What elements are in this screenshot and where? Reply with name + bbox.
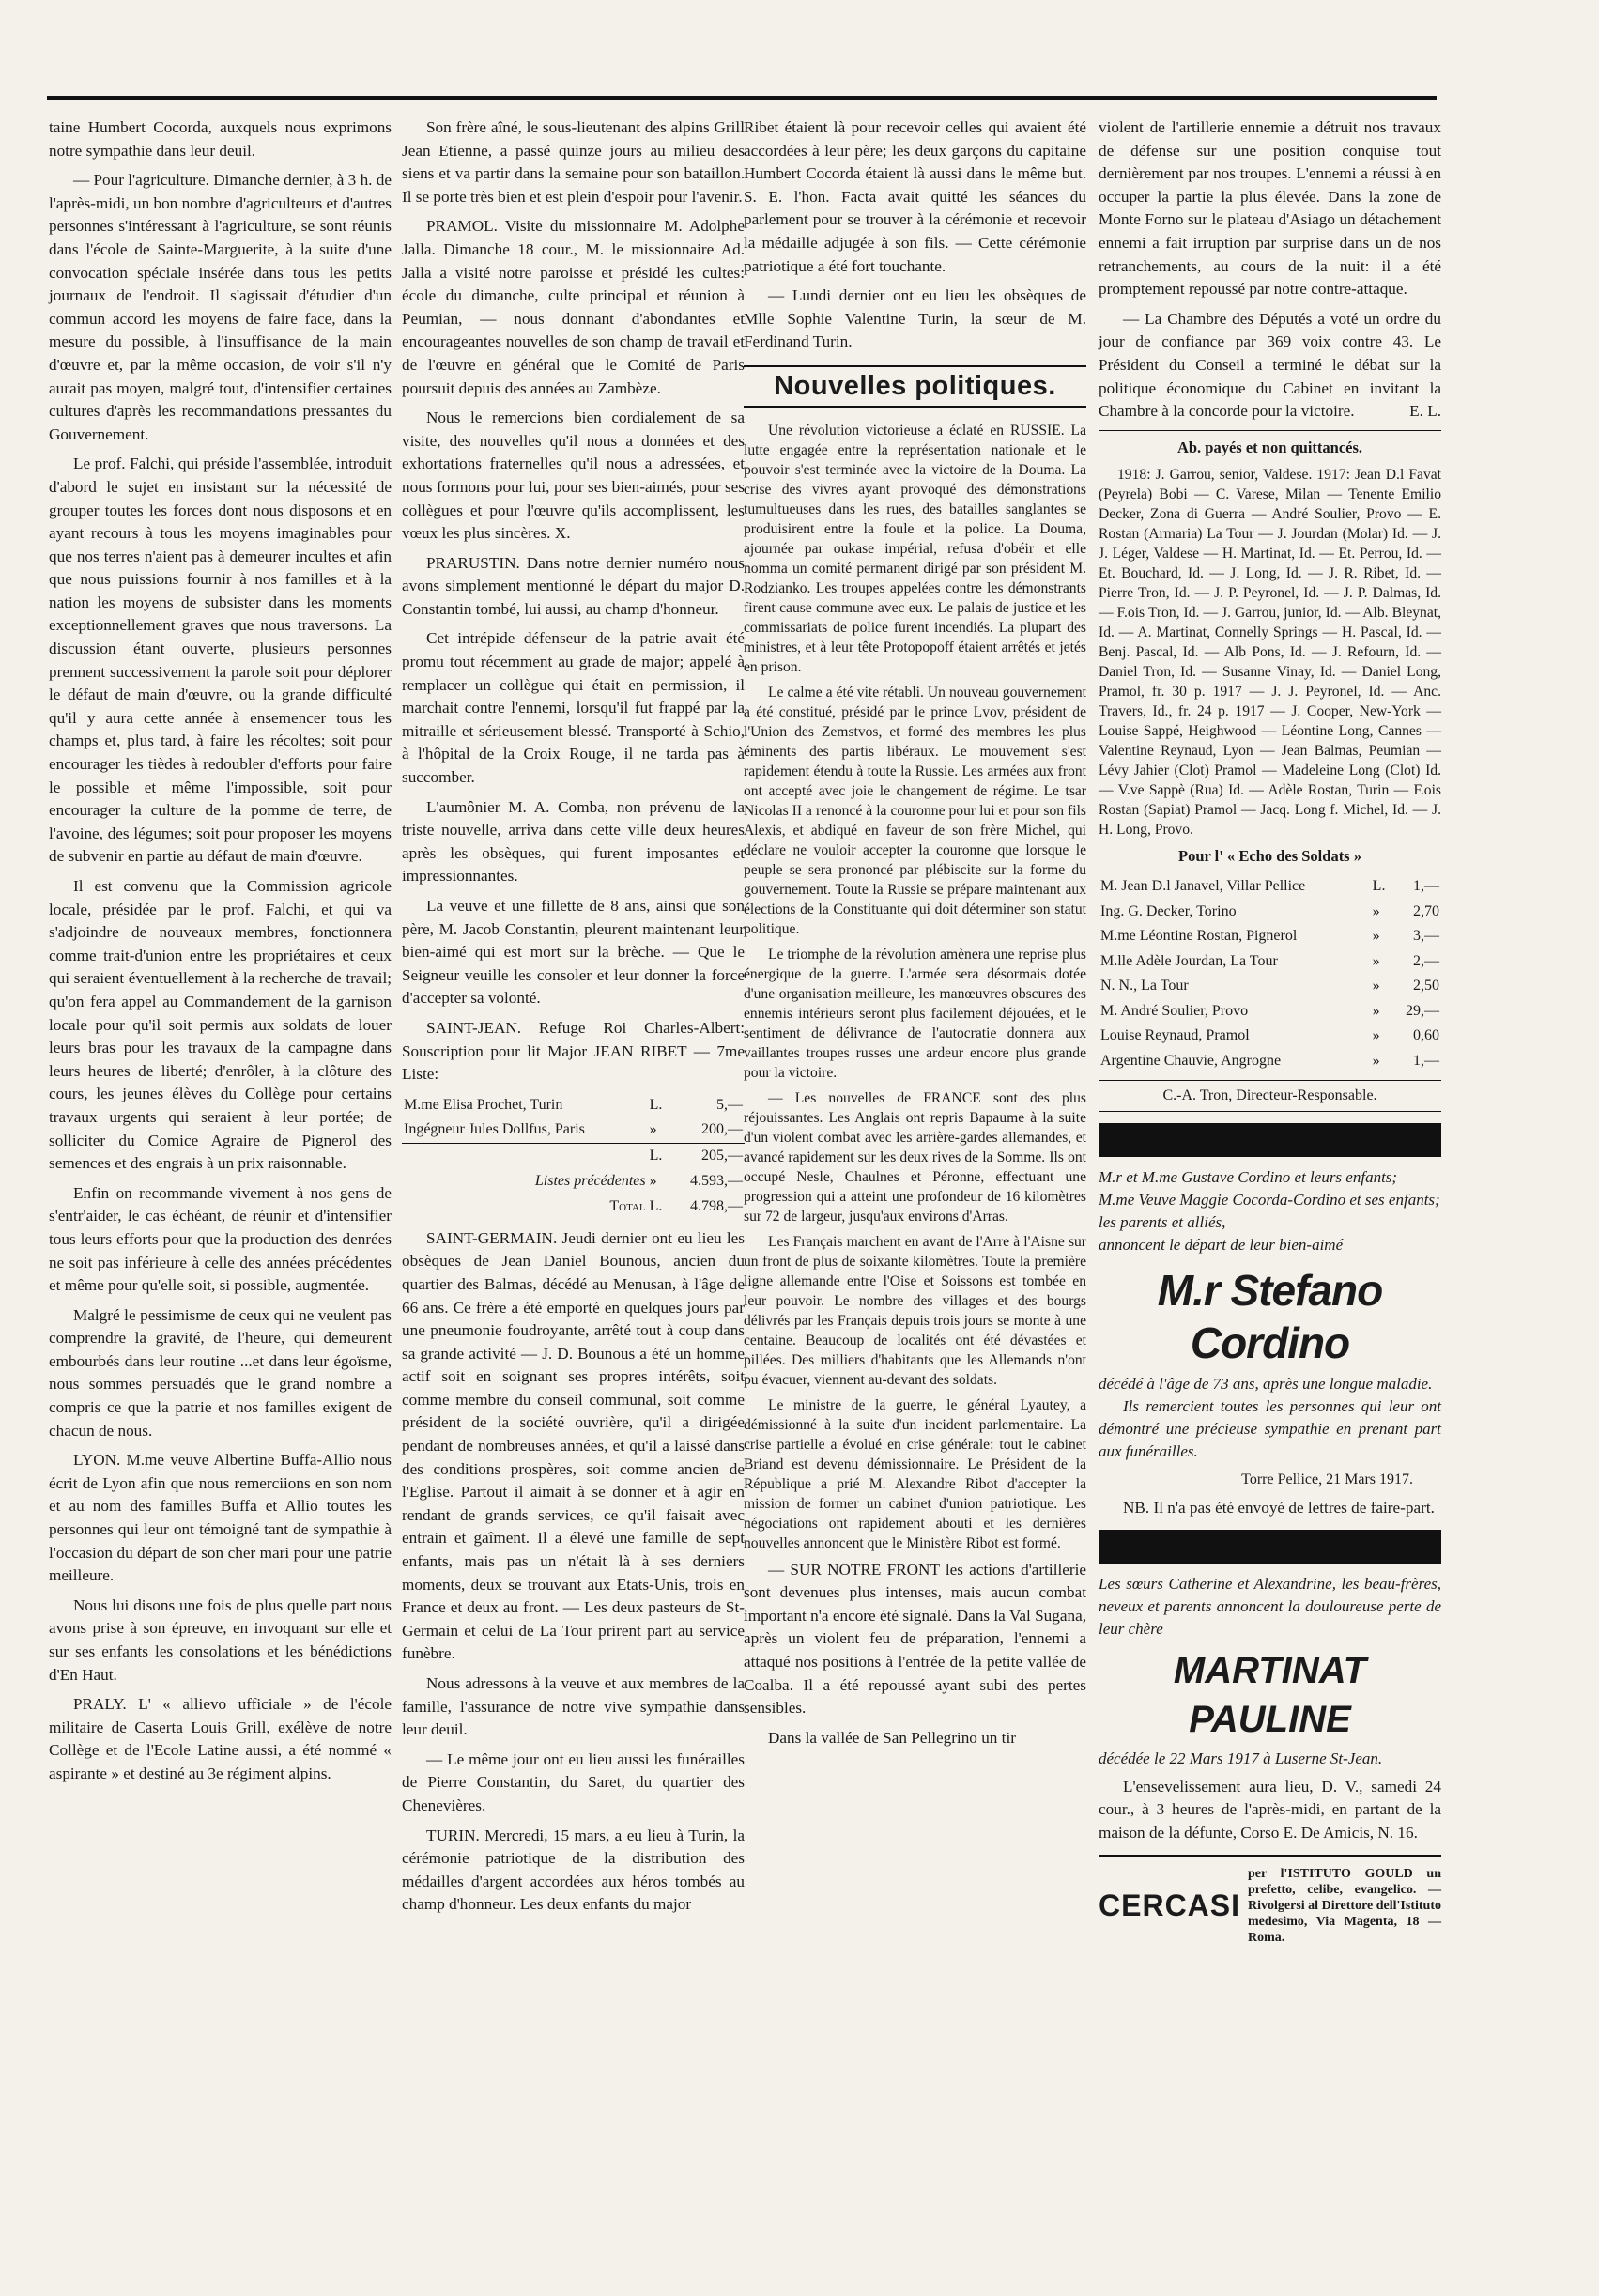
- total-label: Total: [402, 1194, 648, 1220]
- subscription-table: [402, 1093, 745, 1220]
- paragraph: Les Français marchent en avant de l'Arre à l'Aisne sur un front de plus de soixante kilomètres. Toute la première ligne allemande entre l'Oise et Soissons est tombée en leur pouvoir. Le nombre des villages et des bourgs délivrés par les Français depuis trois jours se monte à une centaine. Beaucoup de localités ont été dévastées et pillées. Des milliers d'habitants que les Allemands n'ont pu évacuer, viennent au-devant des soldats.: [744, 1233, 1086, 1388]
- column-1: [49, 116, 392, 1793]
- funeral-note: L'ensevelissement aura lieu, D. V., samedi 24 cour., à 3 heures de l'après-midi, en partant de la maison de la défunte, Corso E. De Amicis, N. 16.: [1099, 1777, 1441, 1842]
- subscriber-name: M.me Elisa Prochet, Turin: [404, 1096, 563, 1113]
- obituary-cordino: [1099, 1166, 1441, 1491]
- paragraph: La veuve et une fillette de 8 ans, ainsi que son père, M. Jacob Constantin, pleurent maintenant leur bien-aimé qui est mort sur la brèche. — Que le Seigneur veuille les consoler et leur donner la force d'accepter sa volonté.: [402, 897, 745, 1008]
- paragraph-front: — SUR NOTRE FRONT les actions d'artillerie sont devenues plus intenses, mais aucun combat important n'a encore été signalé. Dans la Val Sugana, après un violent feu de préparation, l'ennemi a attaqué nos positions à l'entrée de la petite vallée de Coalba. Il a été repoussé ayant subi des pertes sensibles.: [744, 1560, 1086, 1718]
- section-heading: Nouvelles politiques.: [744, 365, 1086, 408]
- announce-line: M.r et M.me Gustave Cordino et leurs enfants;: [1099, 1168, 1398, 1187]
- donor-name: Argentine Chauvie, Angrogne: [1100, 1053, 1282, 1070]
- paragraph: Il est convenu que la Commission agricole locale, présidée par le prof. Falchi, et qui va s'adjoindre de nouveaux membres, fonctionnera comme trait-d'union entre les propriétaires et ceux qui seraient éventuellement à la recherche de travail; qu'on fera appel au Commandement de la garnison locale pour qu'il soit permis aux soldats de louer leurs bras pour les travaux de la campagne dans leurs heures de liberté; d'enrôler, à la clôture des cours, les jeunes élèves du Collège pour certains travaux urgents qui seraient à leur portée; de solliciter du Comice Agraire de Pignerol des semences et des engrais à un prix raisonnable.: [49, 877, 392, 1173]
- paragraph: — Le même jour ont eu lieu aussi les funérailles de Pierre Constantin, du Saret, du quartier des Chenevières.: [402, 1749, 745, 1814]
- obituary-martinat: [1099, 1573, 1441, 1770]
- paragraph: Le prof. Falchi, qui préside l'assemblée, introduit d'abord le sujet en insistant sur la nécessité de grouper toutes les forces dont nous disposons et en ayant recours à tous les moyens imaginables pour que nos terres n'aient pas à demeurer incultes et afin que nous puissions fournir à nos familles et à la nation les moyens de subsister dans les moments exceptionnellement graves que nous traversons. La discussion étant ouverte, plusieurs personnes prennent successivement la parole soit pour déplorer le défaut de main d'œuvre, ou la grande difficulté qu'il y aura cette année à ensemencer tous les champs et, plus tard, à faire les récoltes; soit pour encourager les tièdes à redoubler d'efforts pour faire le possible et même l'impossible, soit pour encourager la culture de la pomme de terre, de l'avoine, des légumes; soit pour proposer les moyens de subvenir en partie au défaut de main d'œuvre.: [49, 455, 392, 866]
- table-row: [402, 1093, 745, 1118]
- announce-intro: Les sœurs Catherine et Alexandrine, les beau-frères, neveux et parents annoncent la douloureuse perte de leur chère: [1099, 1574, 1441, 1638]
- amount: 1,—: [1413, 877, 1439, 894]
- currency: »: [1372, 952, 1380, 969]
- amount: 2,50: [1413, 978, 1439, 994]
- paragraph: Cet intrépide défenseur de la patrie avait été promu tout récemment au grade de major; appelé à remplacer un collègue qui était en permission, il marchait contre l'ennemi, lorsqu'il fut frappé par la mitraille et sérieusement blessé. Transporté à Schio, à l'hôpital de la Croix Rouge, il ne tarda pas à succomber.: [402, 629, 745, 787]
- paragraph-agriculture: — Pour l'agriculture. Dimanche dernier, à 3 h. de l'après-midi, un bon nombre d'agriculteurs et d'autres personnes s'intéressant à l'agriculture, se sont réunis dans l'école de Sainte-Marguerite, à la suite d'une convocation spéciale insérée dans tous les petits journaux de l'endroit. Il s'agissait d'étudier d'un commun accord les moyens de faire face, dans la mesure du possible, à l'insuffisance de la main d'œuvre et, par la même occasion, de voir s'il n'y aurait pas moyen, malgré tout, d'intensifier certaines cultures d'après les recommandations pressantes du Gouvernement.: [49, 171, 392, 443]
- paragraph: violent de l'artillerie ennemie a détruit nos travaux de défense sur une position conquise tout dernièrement par nos troupes. L'ennemi a réussi à en occuper la partie la plus élevée. Dans la zone de Monte Forno sur le plateau d'Asiago un détachement ennemi a fait irruption par surprise dans un de nos retranchements, au cours de la nuit: il a été promptement repoussé par notre contre-attaque.: [1099, 118, 1441, 299]
- announce-line: décédé à l'âge de 73 ans, après une longue maladie.: [1099, 1375, 1433, 1394]
- donor-name: M.lle Adèle Jourdan, La Tour: [1100, 952, 1278, 969]
- currency: »: [1372, 1053, 1380, 1070]
- donor-name: M. Jean D.l Janavel, Villar Pellice: [1100, 877, 1306, 894]
- announce-thanks: Ils remercient toutes les personnes qui leur ont démontré une précieuse sympathie en prenant part aux funérailles.: [1099, 1397, 1441, 1461]
- deceased-name: MARTINAT PAULINE: [1173, 1649, 1367, 1740]
- currency: L.: [648, 1143, 670, 1168]
- divider: [1099, 430, 1441, 431]
- previous-lists-row: [402, 1169, 745, 1194]
- table-row: [1099, 874, 1441, 900]
- paragraph-prarustin: PRARUSTIN. Dans notre dernier numéro nous avons simplement mentionné le départ du major D. Constantin tombé, lui aussi, au champ d'honneur.: [402, 553, 745, 618]
- paragraph: Ribet étaient là pour recevoir celles qui avaient été accordées à leur père; les deux garçons du capitaine Humbert Cocorda étaient là aussi dans le même but. S. E. l'hon. Facta avait quitté les séances du parlement pour se trouver à la cérémonie et recevoir la médaille adjugée à son fils. — Cette cérémonie patriotique a été fort touchante.: [744, 118, 1086, 275]
- amount: 205,—: [669, 1143, 745, 1168]
- top-rule: [47, 96, 1437, 100]
- currency: »: [1372, 902, 1380, 919]
- amount: 1,—: [1413, 1053, 1439, 1070]
- table-row: [1099, 999, 1441, 1025]
- amount: 3,—: [1413, 928, 1439, 945]
- column-4: [1099, 116, 1441, 1946]
- signature: E. L.: [1409, 402, 1441, 421]
- paragraph-france: — Les nouvelles de FRANCE sont des plus réjouissantes. Les Anglais ont repris Bapaume à la suite d'un violent combat avec les arrière-gardes allemandes, et avancé rapidement sur les deux rives de la Somme. Ils ont occupé Nesle, Chaulnes et Péronne, effectuant une progression qui a atteint une profondeur de 16 kilomètres sur 72 de largeur, jusqu'aux environs d'Arras.: [744, 1089, 1086, 1225]
- currency: »: [1372, 928, 1380, 945]
- donor-name: M.me Léontine Rostan, Pignerol: [1100, 928, 1298, 945]
- amount: 29,—: [1406, 1002, 1439, 1019]
- table-row: [1099, 1024, 1441, 1049]
- paragraph: Nous le remercions bien cordialement de sa visite, des nouvelles qu'il nous a données et des exhortations fraternelles qu'il nous a adressées, et nous formons pour lui, pour ses bien-aimés, pour ses collègues et pour l'œuvre qu'ils accomplissent, les vœux les plus sincères. X.: [402, 408, 745, 543]
- paragraph: Enfin on recommande vivement à nos gens de s'entr'aider, le cas échéant, de réunir et d'intensifier tous leurs efforts pour que la production des denrées ne soit pas inférieure à celle des années précédentes et même pour qu'elle soit, si possible, augmentée.: [49, 1183, 392, 1295]
- paragraph-saint-jean: SAINT-JEAN. Refuge Roi Charles-Albert: Souscription pour lit Major JEAN RIBET — 7me Liste:: [402, 1018, 745, 1084]
- total-row: [402, 1194, 745, 1220]
- currency: L.: [1372, 877, 1386, 894]
- currency: »: [1372, 978, 1380, 994]
- column-3: [744, 116, 1086, 1756]
- mourning-band: [1099, 1530, 1441, 1564]
- subscriptions-text: 1918: J. Garrou, senior, Valdese. 1917: Jean D.l Favat (Peyrela) Bobi — C. Varese, Milan — Tenente Emilio Decker, Zona di Guerra — André Soulier, Provo — E. Rostan (Armaria) La Tour — J. Jourdan (Molar) Id. — J. J. Léger, Valdese — H. Martinat, Id. — Et. Perrou, Id. — Et. Bouchard, Id. — J. Long, Id. — J. R. Ribet, Id. — Pierre Tron, Id. — J. P. Peyronel, Id. — J. P. Dalmas, Id. — F.ois Tron, Id. — J. Garrou, junior, Id. — Alb. Bleynat, Id. — A. Martinat, Connelly Springs — H. Pascal, Id. — Benj. Pascal, Id. — Alb Pons, Id. — J. Refourn, Id. — Daniel Tron, Id. — Susanne Vinay, Id. — Daniel Long, Pramol, fr. 30 p. 1917 — J. J. Peyronel, Id. — Anc. Travers, Id., fr. 24 p. 1917 — J. Cooper, New-York — Louise Sappé, Heighwood — Léontine Long, Cannes — Valentine Reynaud, Lyon — Jean Balmas, Peumian — Lévy Jahier (Clot) Pramol — Madeleine Long (Clot) Id. — V.ve Sappè (Rua) Id. — Adèle Rostan, Turin — F.ois Rostan (Sapiat) Pramol — Jacq. Long f. Michel, Id. — J. H. Long, Provo.: [1099, 467, 1441, 839]
- currency: »: [649, 1121, 657, 1138]
- paragraph: Le triomphe de la révolution amènera une reprise plus énergique de la guerre. L'armée sera désormais dotée d'une organisation meilleure, les manœuvres obscures des ennemis intérieurs seront plus facilement déjouées, et le sentiment de délivrance de l'autocratie donnera aux vaillantes troupes russes une ardeur encore plus grande pour la victoire.: [744, 946, 1086, 1081]
- amount: 4.798,—: [669, 1194, 745, 1220]
- currency: L.: [648, 1194, 670, 1220]
- deceased-name: M.r Stefano Cordino: [1157, 1266, 1383, 1368]
- paragraph: L'aumônier M. A. Comba, non prévenu de la triste nouvelle, arriva dans cette ville deux heures après les obsèques, qui furent imposantes et impressionnantes.: [402, 797, 745, 886]
- amount: 2,—: [1413, 952, 1439, 969]
- paragraph-pramol: PRAMOL. Visite du missionnaire M. Adolphe Jalla. Dimanche 18 cour., M. le missionnaire Ad. Jalla a visité notre paroisse et présidé les cultes: école du dimanche, culte principal et réunion à Peumian, — nous donnant d'abondantes et encourageantes nouvelles de son champ de travail et de l'œuvre en général que le Comité de Paris poursuit depuis des années au Zambèze.: [402, 217, 745, 397]
- paragraph: taine Humbert Cocorda, auxquels nous exprimons notre sympathie dans leur deuil.: [49, 118, 392, 160]
- previous-lists-label: Listes précédentes: [534, 1172, 646, 1189]
- echo-table: [1099, 874, 1441, 1074]
- donor-name: N. N., La Tour: [1100, 978, 1189, 994]
- paragraph: Malgré le pessimisme de ceux qui ne veulent pas comprendre la gravité, de l'heure, qui demeurent embourbés dans leur routine ...et dans leur égoïsme, nous sommes persuadés que le grand nombre a compris ce que la patrie et nos familles exigent de chacun de nous.: [49, 1305, 392, 1440]
- currency: »: [1372, 1027, 1380, 1044]
- column-2: [402, 116, 745, 1923]
- place-date: Torre Pellice, 21 Mars 1917.: [1241, 1472, 1413, 1488]
- donor-name: M. André Soulier, Provo: [1100, 1002, 1249, 1019]
- subtotal-row: [402, 1143, 745, 1168]
- ad-headline: CERCASI: [1099, 1888, 1241, 1922]
- amount: 2,70: [1413, 902, 1439, 919]
- donor-name: Ing. G. Decker, Torino: [1100, 902, 1237, 919]
- paragraph: — Lundi dernier ont eu lieu les obsèques de Mlle Sophie Valentine Turin, la sœur de M. Ferdinand Turin.: [744, 286, 1086, 351]
- table-row: [1099, 900, 1441, 925]
- mourning-band: [1099, 1123, 1441, 1157]
- subscriptions-list: [1099, 465, 1441, 840]
- donor-name: Louise Reynaud, Pramol: [1100, 1027, 1250, 1044]
- announce-line: M.me Veuve Maggie Cocorda-Cordino et ses enfants;: [1099, 1191, 1440, 1210]
- table-row: [1099, 924, 1441, 949]
- table-row: [1099, 1049, 1441, 1074]
- ad-text: per l'ISTITUTO GOULD un prefetto, celibe, evangelico. — Rivolgersi al Direttore dell'Istituto medesimo, Via Magenta, 18 — Roma.: [1248, 1866, 1441, 1945]
- paragraph-lyon: LYON. M.me veuve Albertine Buffa-Allio nous écrit de Lyon afin que nous remerciions en son nom et au nom des familles Buffa et Allio toutes les personnes qui leur ont témoigné tant de sympathie à l'occasion du départ de son cher mari pour une patrie meilleure.: [49, 1451, 392, 1585]
- paragraph: Dans la vallée de San Pellegrino un tir: [768, 1728, 1016, 1747]
- amount: 5,—: [716, 1096, 743, 1113]
- amount: 4.593,—: [690, 1172, 743, 1189]
- currency: L.: [649, 1096, 663, 1113]
- amount: 200,—: [701, 1121, 743, 1138]
- paragraph-chamber: [1099, 308, 1441, 424]
- paragraph-text: — La Chambre des Députés a voté un ordre du jour de confiance par 369 voix contre 43. Le Président du Conseil a terminé le débat sur la politique économique du Cabinet en invitant la Chambre à la concorde pour la victoire.: [1099, 309, 1441, 421]
- paragraph: Le calme a été vite rétabli. Un nouveau gouvernement a été constitué, présidé par le prince Lvov, président de l'Union des Zemstvos, et formé des membres les plus éminents des partis libéraux. Le mouvement s'est rapidement étendu à toute la Russie. Les armées aux front ont accepté avec joie le changement de régime. Le tsar Nicolas II a renoncé à la couronne pour lui et pour son fils Alexis, et abdiqué en faveur de son frère Michel, qui déclare ne vouloir accepter la couronne que lorsque le peuple se sera prononcé par plébiscite sur la forme du gouvernement. Toute la Russie se prépare maintenant aux élections de la Constituante qui doit déterminer son statut politique.: [744, 684, 1086, 937]
- paragraph: Le ministre de la guerre, le général Lyautey, a démissionné à la suite d'un incident parlementaire. La crise partielle a évolué en crise générale: tout le cabinet Briand est devenu démissionnaire. Le Président de la République a prié M. Alexandre Ribot d'accepter la mission de former un cabinet d'union patriotique. Les négociations ont rapidement abouti et les dernières nouvelles annoncent que le Ministère Ribot est formé.: [744, 1396, 1086, 1551]
- table-row: [1099, 949, 1441, 975]
- table-row: [1099, 974, 1441, 999]
- subscriber-name: Ingégneur Jules Dollfus, Paris: [404, 1121, 585, 1138]
- announce-line: décédée le 22 Mars 1917 à Luserne St-Jean.: [1099, 1749, 1383, 1767]
- subscriptions-heading: Ab. payés et non quittancés.: [1176, 438, 1363, 456]
- amount: 0,60: [1413, 1027, 1439, 1044]
- paragraph: Nous lui disons une fois de plus quelle part nous avons prise à son épreuve, en invoquant sur elle et sur ses enfants les consolations et les bénédictions d'En Haut.: [49, 1595, 392, 1684]
- currency: »: [1372, 1002, 1380, 1019]
- announce-line: les parents et alliés,: [1099, 1213, 1226, 1232]
- news-body: [744, 421, 1086, 1553]
- paragraph-saint-germain: SAINT-GERMAIN. Jeudi dernier ont eu lieu les obsèques de Jean Daniel Bounous, ancien du quartier des Balmas, décédé au Menusan, à l'âge de 66 ans. Ce frère a été emporté en quelques jours par une pneumonie foudroyante, arrêté tout à coup dans sa grande activité — J. D. Bounous a été un homme actif soit en soignant ses propres intérêts, soit comme membre du conseil communal, soit comme président de la société ouvrière, qu'il a dirigée pendant de nombreuses années, et qu'il a laissé dans des conditions prospères, soit comme ancien de l'Eglise. Partout il aimait à se donner et à agir en rendant de grands services, ce qu'il faisait avec entrain et gaîment. Il a élevé une famille de sept enfants, mais pas un n'était là à ses derniers moments, deux se trouvant aux Etats-Unis, trois en France et deux au front. — Les deux pasteurs de St-Germain et celui de La Tour prirent part au service funèbre.: [402, 1228, 745, 1663]
- table-row: [402, 1117, 745, 1143]
- currency: »: [649, 1172, 657, 1189]
- announce-line: annoncent le départ de leur bien-aimé: [1099, 1236, 1344, 1255]
- paragraph: Nous adressons à la veuve et aux membres de la famille, l'assurance de notre vive sympathie dans leur deuil.: [402, 1674, 745, 1739]
- paragraph: Son frère aîné, le sous-lieutenant des alpins Grill Jean Etienne, a passé quinze jours au milieu des siens et va partir dans la semaine pour son bataillon. Il se porte très bien et est plein d'espoir pour l'avenir.: [402, 118, 745, 206]
- paragraph-russia: Une révolution victorieuse a éclaté en RUSSIE. La lutte engagée entre la représentation nationale et le pouvoir s'est terminée avec la victoire de la Douma. La crise des vivres ayant provoqué des démonstrations tumultueuses dans les rues, des batailles sanglantes se produisirent entre la foule et la police. La Douma, ajournée par oukase impérial, refusa d'obéir et elle nomma un comité permanent dirigé par son président M. Rodzianko. Les troupes appelées contre les démonstrants firent cause commune avec eux. Le palais de justice et les commissariats de police furent incendiés. La plupart des ministres, et à leur tête Protopopoff étaient arrêtés et jetés en prison.: [744, 422, 1086, 675]
- paragraph-praly: PRALY. L' « allievo ufficiale » de l'école militaire de Caserta Louis Grill, exélève de notre Collège et de l'Ecole Latine aussi, a été nommé « aspirante » et destiné au 3e régiment alpins.: [49, 1695, 392, 1782]
- paragraph-turin: TURIN. Mercredi, 15 mars, a eu lieu à Turin, la cérémonie patriotique de la distribution des médailles d'argent accordées aux héros tombés au champ d'honneur. Les deux enfants du major: [402, 1826, 745, 1914]
- director-line: C.-A. Tron, Directeur-Responsable.: [1099, 1080, 1441, 1113]
- note-nb: NB. Il n'a pas été envoyé de lettres de faire-part.: [1123, 1499, 1435, 1518]
- classified-ad: [1099, 1855, 1441, 1946]
- echo-heading: Pour l' « Echo des Soldats »: [1178, 847, 1361, 866]
